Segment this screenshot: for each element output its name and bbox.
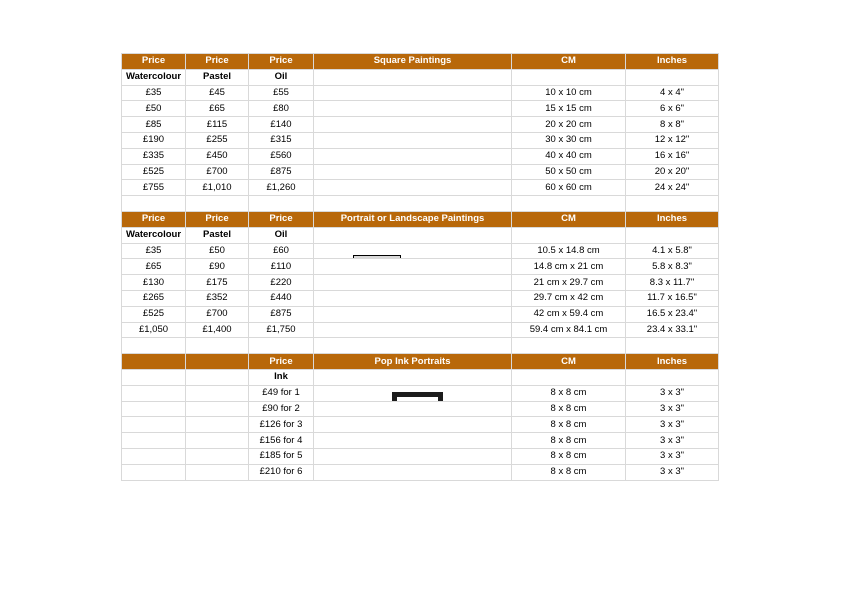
medium-cell: Oil xyxy=(249,69,314,85)
header-cell: Price xyxy=(249,54,314,70)
portrait-painting-placeholder-icon xyxy=(353,255,401,259)
pastel-price: £1,010 xyxy=(186,180,249,196)
medium-cell xyxy=(186,369,249,385)
size-cm: 21 cm x 29.7 cm xyxy=(512,275,626,291)
ink-price: £126 for 3 xyxy=(249,417,314,433)
size-cm: 8 x 8 cm xyxy=(512,417,626,433)
watercolour-price: £130 xyxy=(122,275,186,291)
header-cell: Price xyxy=(249,211,314,227)
table-row xyxy=(122,306,719,322)
header-cell: Price xyxy=(186,211,249,227)
watercolour-price: £35 xyxy=(122,243,186,259)
size-inches: 11.7 x 16.5" xyxy=(626,290,719,306)
size-cm: 8 x 8 cm xyxy=(512,401,626,417)
size-inches: 3 x 3" xyxy=(626,401,719,417)
size-inches: 3 x 3" xyxy=(626,464,719,480)
oil-price: £315 xyxy=(249,132,314,148)
oil-price: £60 xyxy=(249,243,314,259)
table-row xyxy=(122,117,719,133)
size-cm: 14.8 cm x 21 cm xyxy=(512,259,626,275)
size-cm: 8 x 8 cm xyxy=(512,464,626,480)
size-inches: 8 x 8" xyxy=(626,117,719,133)
header-cell: Price xyxy=(122,211,186,227)
pastel-price: £700 xyxy=(186,306,249,322)
size-inches: 3 x 3" xyxy=(626,433,719,449)
pastel-price: £255 xyxy=(186,132,249,148)
header-cell: Price xyxy=(249,354,314,370)
size-cm: 15 x 15 cm xyxy=(512,101,626,117)
header-cell: CM xyxy=(512,54,626,70)
table-row xyxy=(122,417,719,433)
table-row xyxy=(122,448,719,464)
table-row xyxy=(122,243,719,259)
size-inches: 5.8 x 8.3" xyxy=(626,259,719,275)
pastel-price: £90 xyxy=(186,259,249,275)
ink-price: £185 for 5 xyxy=(249,448,314,464)
size-cm: 50 x 50 cm xyxy=(512,164,626,180)
price-list-sheet xyxy=(121,53,719,481)
table-row xyxy=(122,322,719,338)
ink-price: £90 for 2 xyxy=(249,401,314,417)
header-cell: Price xyxy=(186,54,249,70)
pastel-price: £700 xyxy=(186,164,249,180)
pop-ink-portrait-image xyxy=(392,392,443,401)
pastel-price: £50 xyxy=(186,243,249,259)
header-cell xyxy=(122,354,186,370)
watercolour-price: £1,050 xyxy=(122,322,186,338)
medium-cell: Watercolour xyxy=(122,227,186,243)
table-row xyxy=(122,275,719,291)
pastel-price: £115 xyxy=(186,117,249,133)
medium-row xyxy=(122,69,719,85)
pastel-price: £175 xyxy=(186,275,249,291)
oil-price: £80 xyxy=(249,101,314,117)
oil-price: £220 xyxy=(249,275,314,291)
table-row xyxy=(122,180,719,196)
size-cm: 8 x 8 cm xyxy=(512,385,626,401)
watercolour-price: £335 xyxy=(122,148,186,164)
table-row xyxy=(122,101,719,117)
size-inches: 23.4 x 33.1" xyxy=(626,322,719,338)
size-inches: 8.3 x 11.7" xyxy=(626,275,719,291)
size-inches: 24 x 24" xyxy=(626,180,719,196)
pastel-price: £45 xyxy=(186,85,249,101)
section-header-row xyxy=(122,54,719,70)
size-cm: 20 x 20 cm xyxy=(512,117,626,133)
oil-price: £1,750 xyxy=(249,322,314,338)
size-cm: 60 x 60 cm xyxy=(512,180,626,196)
header-cell: Inches xyxy=(626,354,719,370)
header-cell: Square Paintings xyxy=(314,54,512,70)
table-row xyxy=(122,433,719,449)
watercolour-price: £65 xyxy=(122,259,186,275)
oil-price: £440 xyxy=(249,290,314,306)
header-cell: Inches xyxy=(626,211,719,227)
table-row xyxy=(122,385,719,401)
watercolour-price: £35 xyxy=(122,85,186,101)
oil-price: £875 xyxy=(249,164,314,180)
medium-cell xyxy=(122,369,186,385)
size-cm: 8 x 8 cm xyxy=(512,448,626,464)
header-cell: CM xyxy=(512,211,626,227)
size-inches: 12 x 12" xyxy=(626,132,719,148)
spacer-row xyxy=(122,196,719,212)
header-cell xyxy=(186,354,249,370)
pastel-price: £1,400 xyxy=(186,322,249,338)
size-inches: 6 x 6" xyxy=(626,101,719,117)
medium-row xyxy=(122,227,719,243)
medium-cell: Watercolour xyxy=(122,69,186,85)
watercolour-price: £85 xyxy=(122,117,186,133)
pastel-price: £352 xyxy=(186,290,249,306)
watercolour-price: £525 xyxy=(122,306,186,322)
size-cm: 8 x 8 cm xyxy=(512,433,626,449)
watercolour-price: £525 xyxy=(122,164,186,180)
table-row xyxy=(122,164,719,180)
watercolour-price: £265 xyxy=(122,290,186,306)
size-inches: 20 x 20" xyxy=(626,164,719,180)
watercolour-price: £50 xyxy=(122,101,186,117)
oil-price: £140 xyxy=(249,117,314,133)
ink-price: £156 for 4 xyxy=(249,433,314,449)
size-cm: 42 cm x 59.4 cm xyxy=(512,306,626,322)
header-cell: Pop Ink Portraits xyxy=(314,354,512,370)
medium-cell: Pastel xyxy=(186,227,249,243)
oil-price: £875 xyxy=(249,306,314,322)
header-cell: Inches xyxy=(626,54,719,70)
table-row xyxy=(122,401,719,417)
section-header-row xyxy=(122,211,719,227)
size-cm: 40 x 40 cm xyxy=(512,148,626,164)
size-inches: 4.1 x 5.8" xyxy=(626,243,719,259)
table-row xyxy=(122,290,719,306)
oil-price: £55 xyxy=(249,85,314,101)
size-inches: 3 x 3" xyxy=(626,448,719,464)
spacer-row xyxy=(122,338,719,354)
size-inches: 4 x 4" xyxy=(626,85,719,101)
size-cm: 10.5 x 14.8 cm xyxy=(512,243,626,259)
size-inches: 16.5 x 23.4" xyxy=(626,306,719,322)
table-row xyxy=(122,85,719,101)
oil-price: £560 xyxy=(249,148,314,164)
header-cell: Price xyxy=(122,54,186,70)
watercolour-price: £190 xyxy=(122,132,186,148)
size-inches: 3 x 3" xyxy=(626,417,719,433)
table-row xyxy=(122,464,719,480)
medium-cell: Pastel xyxy=(186,69,249,85)
pastel-price: £65 xyxy=(186,101,249,117)
header-cell: CM xyxy=(512,354,626,370)
section-header-row xyxy=(122,354,719,370)
oil-price: £110 xyxy=(249,259,314,275)
medium-row xyxy=(122,369,719,385)
table-row xyxy=(122,132,719,148)
oil-price: £1,260 xyxy=(249,180,314,196)
header-cell: Portrait or Landscape Paintings xyxy=(314,211,512,227)
size-inches: 3 x 3" xyxy=(626,385,719,401)
table-row xyxy=(122,259,719,275)
medium-cell: Ink xyxy=(249,369,314,385)
watercolour-price: £755 xyxy=(122,180,186,196)
pastel-price: £450 xyxy=(186,148,249,164)
size-cm: 30 x 30 cm xyxy=(512,132,626,148)
size-cm: 29.7 cm x 42 cm xyxy=(512,290,626,306)
size-inches: 16 x 16" xyxy=(626,148,719,164)
table-row xyxy=(122,148,719,164)
size-cm: 10 x 10 cm xyxy=(512,85,626,101)
ink-price: £210 for 6 xyxy=(249,464,314,480)
ink-price: £49 for 1 xyxy=(249,385,314,401)
medium-cell: Oil xyxy=(249,227,314,243)
size-cm: 59.4 cm x 84.1 cm xyxy=(512,322,626,338)
